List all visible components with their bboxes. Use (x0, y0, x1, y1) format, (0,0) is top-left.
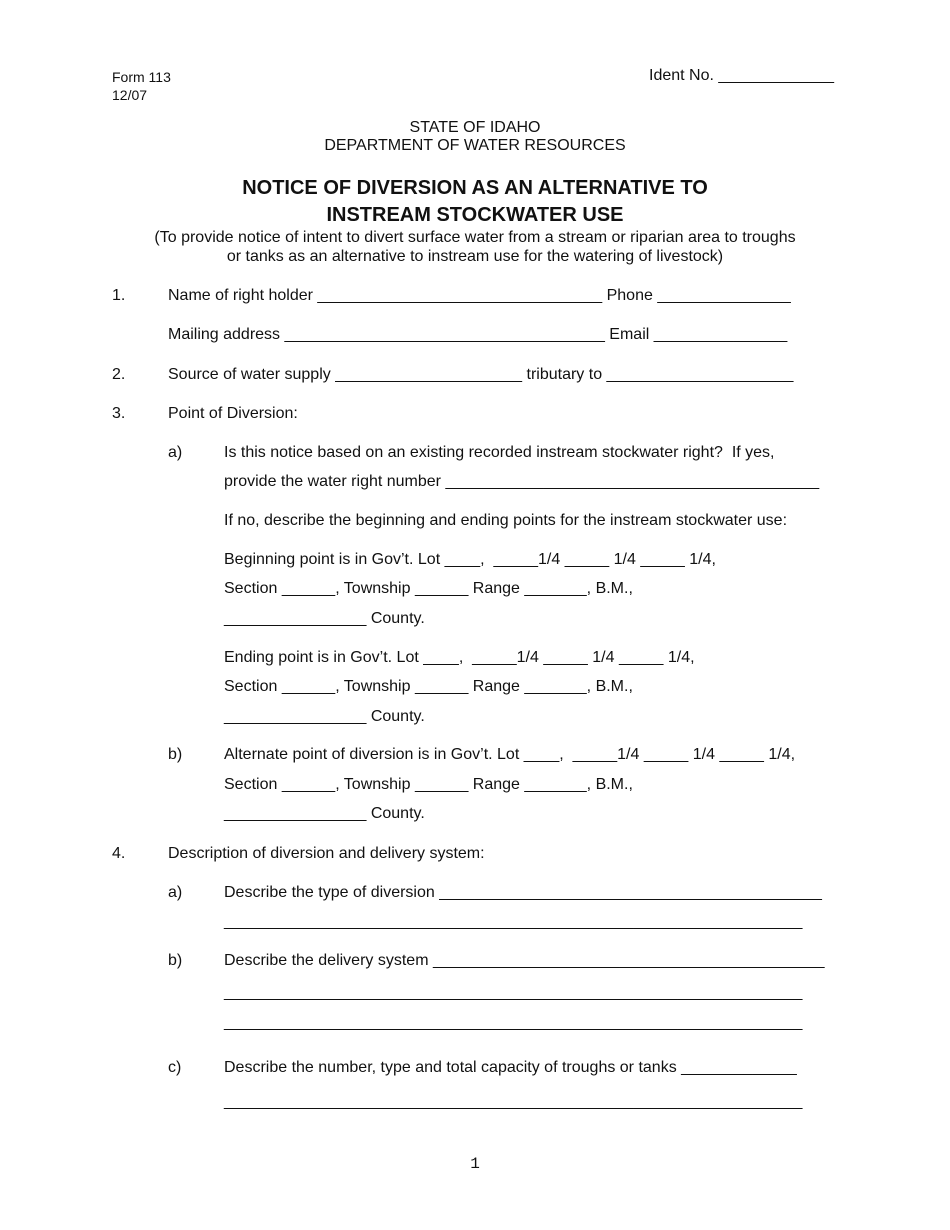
diversion-system-heading: Description of diversion and delivery system: (168, 845, 485, 862)
item-4c-label: c) (168, 1059, 182, 1076)
item-number-1: 1. (112, 287, 126, 304)
ident-number-field[interactable]: Ident No. _____________ (649, 67, 835, 84)
item-number-2: 2. (112, 366, 126, 383)
mailing-address-email-field[interactable]: Mailing address ____________________________________ Email _______________ (168, 326, 788, 343)
item-4a-label: a) (168, 884, 183, 901)
point-of-diversion-heading: Point of Diversion: (168, 405, 298, 422)
troughs-tanks-blank-line[interactable]: _________________________________________________________________ (224, 1093, 803, 1110)
alternate-point-lot-field[interactable]: Alternate point of diversion is in Gov’t. Lot ____, _____1/4 _____ 1/4 _____ 1/4, (224, 746, 796, 763)
diversion-type-blank-line[interactable]: _________________________________________________________________ (224, 913, 803, 930)
form-date: 12/07 (112, 87, 148, 103)
page-number: 1 (470, 1155, 480, 1173)
item-number-4: 4. (112, 845, 126, 862)
diversion-type-field[interactable]: Describe the type of diversion ___________________________________________ (224, 884, 822, 901)
ending-point-lot-field[interactable]: Ending point is in Gov’t. Lot ____, _____1/4 _____ 1/4 _____ 1/4, (224, 649, 695, 666)
form-number: Form 113 (112, 69, 171, 85)
item-3a-label: a) (168, 444, 183, 461)
ending-point-section-field[interactable]: Section ______, Township ______ Range _______, B.M., (224, 678, 633, 695)
agency-state: STATE OF IDAHO (409, 119, 541, 136)
water-right-number-field[interactable]: provide the water right number __________________________________________ (224, 473, 820, 490)
describe-points-instruction: If no, describe the beginning and ending points for the instream stockwater use: (224, 512, 788, 529)
beginning-point-lot-field[interactable]: Beginning point is in Gov’t. Lot ____, _____1/4 _____ 1/4 _____ 1/4, (224, 551, 716, 568)
item-number-3: 3. (112, 405, 126, 422)
water-source-field[interactable]: Source of water supply _____________________ tributary to _____________________ (168, 366, 794, 383)
alternate-point-section-field[interactable]: Section ______, Township ______ Range _______, B.M., (224, 776, 633, 793)
alternate-point-county-field[interactable]: ________________ County. (224, 805, 425, 822)
delivery-system-blank-line-2[interactable]: _________________________________________________________________ (224, 1014, 803, 1031)
form-title-line2: INSTREAM STOCKWATER USE (326, 204, 624, 226)
agency-department: DEPARTMENT OF WATER RESOURCES (324, 137, 626, 154)
form-title-line1: NOTICE OF DIVERSION AS AN ALTERNATIVE TO (242, 177, 708, 199)
right-holder-phone-field[interactable]: Name of right holder ________________________________ Phone _______________ (168, 287, 791, 304)
form-subtitle-line1: (To provide notice of intent to divert surface water from a stream or riparian area to troughs (154, 229, 796, 246)
delivery-system-blank-line-1[interactable]: _________________________________________________________________ (224, 984, 803, 1001)
ending-point-county-field[interactable]: ________________ County. (224, 708, 425, 725)
beginning-point-county-field[interactable]: ________________ County. (224, 610, 425, 627)
existing-right-question: Is this notice based on an existing recorded instream stockwater right? If yes, (224, 444, 775, 461)
item-3b-label: b) (168, 746, 183, 763)
beginning-point-section-field[interactable]: Section ______, Township ______ Range _______, B.M., (224, 580, 633, 597)
item-4b-label: b) (168, 952, 183, 969)
form-subtitle-line2: or tanks as an alternative to instream use for the watering of livestock) (226, 248, 724, 265)
delivery-system-field[interactable]: Describe the delivery system ____________________________________________ (224, 952, 825, 969)
troughs-tanks-field[interactable]: Describe the number, type and total capacity of troughs or tanks _____________ (224, 1059, 797, 1076)
